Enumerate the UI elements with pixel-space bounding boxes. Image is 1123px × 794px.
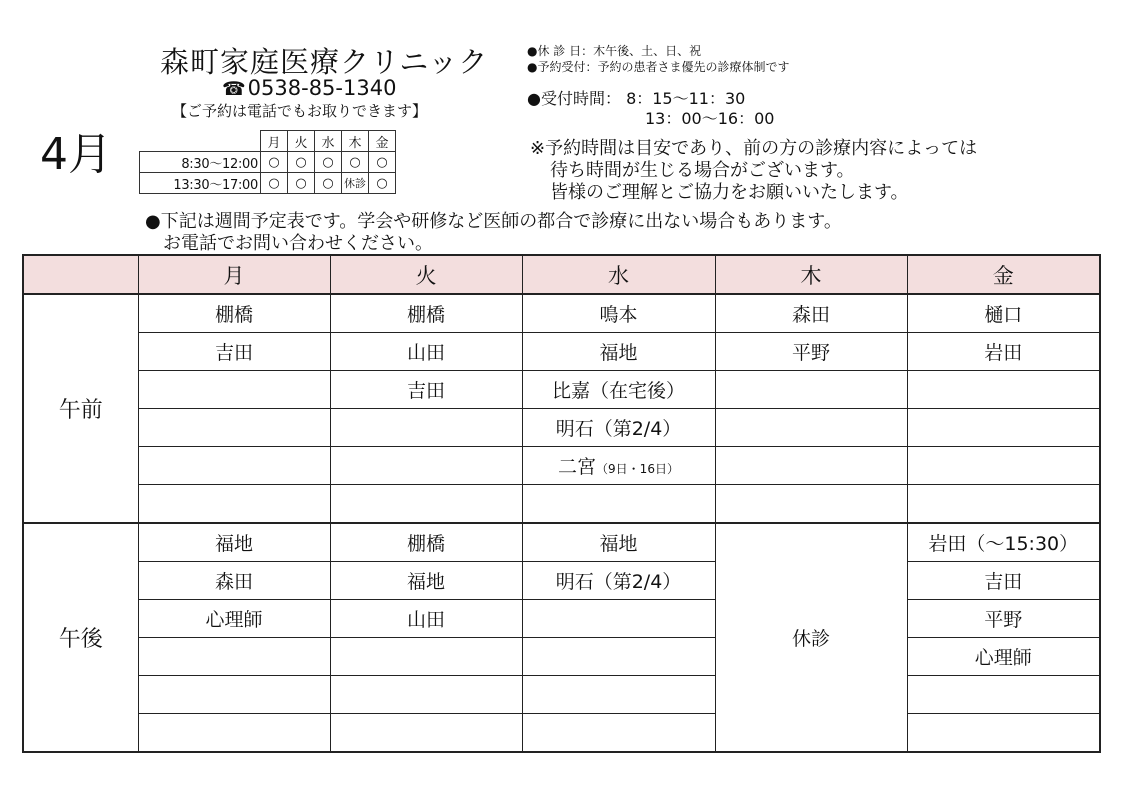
schedule-cell xyxy=(907,409,1100,447)
weekly-note: ●下記は週間予定表です。学会や研修など医師の都合で診療に出ない場合もあります。 xyxy=(145,211,842,232)
schedule-cell: 平野 xyxy=(907,600,1100,638)
schedule-cell: 棚橋 xyxy=(330,294,522,333)
table-row xyxy=(23,371,1100,409)
schedule-cell: 森田 xyxy=(138,562,330,600)
schedule-cell xyxy=(330,638,522,676)
mini-mark: ○ xyxy=(369,152,396,173)
schedule-cell: 平野 xyxy=(715,333,907,371)
table-row xyxy=(23,333,1100,371)
mini-mark: ○ xyxy=(288,173,315,194)
schedule-cell xyxy=(522,600,715,638)
table-row xyxy=(23,676,1100,714)
schedule-cell: 心理師 xyxy=(138,600,330,638)
reservation-note: 【ご予約は電話でもお取りできます】 xyxy=(172,102,428,120)
mini-mark: ○ xyxy=(315,173,342,194)
day-header: 木 xyxy=(715,255,907,294)
notice-line: ※予約時間は目安であり、前の方の診療内容によっては xyxy=(530,138,978,159)
mini-time: 13:30〜17:00 xyxy=(140,173,261,194)
corner-cell xyxy=(140,131,261,152)
schedule-cell: 吉田 xyxy=(138,333,330,371)
table-row xyxy=(23,294,1100,333)
schedule-cell: 吉田 xyxy=(907,562,1100,600)
schedule-cell: 森田 xyxy=(715,294,907,333)
table-row xyxy=(23,523,1100,562)
date-note: （9日・16日） xyxy=(596,462,679,476)
schedule-cell xyxy=(138,371,330,409)
phone-icon: ☎ xyxy=(222,78,246,100)
schedule-cell: 樋口 xyxy=(907,294,1100,333)
schedule-cell: 心理師 xyxy=(907,638,1100,676)
am-label: 午前 xyxy=(23,294,138,523)
schedule-cell: 棚橋 xyxy=(330,523,522,562)
notice-line: 待ち時間が生じる場合がございます。 xyxy=(550,160,855,181)
mini-mark: ○ xyxy=(369,173,396,194)
table-row xyxy=(23,447,1100,485)
schedule-cell: 山田 xyxy=(330,333,522,371)
schedule-cell: 山田 xyxy=(330,600,522,638)
schedule-cell xyxy=(330,485,522,524)
weekly-note: お電話でお問い合わせください。 xyxy=(163,233,433,254)
table-row xyxy=(23,485,1100,524)
mini-day: 月 xyxy=(261,131,288,152)
hours-am: 8：15〜11：30 xyxy=(626,89,746,108)
schedule-cell: 福地 xyxy=(138,523,330,562)
mini-day: 水 xyxy=(315,131,342,152)
schedule-cell xyxy=(138,485,330,524)
day-header: 金 xyxy=(907,255,1100,294)
mini-day: 金 xyxy=(369,131,396,152)
mini-day: 木 xyxy=(342,131,369,152)
schedule-cell xyxy=(522,638,715,676)
hours-summary-table xyxy=(139,130,396,194)
thursday-closed-cell: 休診 xyxy=(715,523,907,752)
doctor-name: 二宮 xyxy=(558,456,597,478)
schedule-cell xyxy=(330,409,522,447)
schedule-cell: 福地 xyxy=(522,333,715,371)
mini-mark: ○ xyxy=(342,152,369,173)
schedule-cell xyxy=(715,447,907,485)
schedule-cell: 岩田 xyxy=(907,333,1100,371)
schedule-cell: 岩田（〜15:30） xyxy=(907,523,1100,562)
mini-mark: ○ xyxy=(315,152,342,173)
schedule-cell xyxy=(138,409,330,447)
reservation-info: ●予約受付：予約の患者さま優先の診療体制です xyxy=(527,60,790,74)
schedule-cell xyxy=(138,714,330,753)
schedule-cell: 福地 xyxy=(522,523,715,562)
schedule-cell: 比嘉（在宅後） xyxy=(522,371,715,409)
schedule-cell: 明石（第2/4） xyxy=(522,409,715,447)
phone-number[interactable] xyxy=(222,76,396,100)
mini-mark: ○ xyxy=(261,173,288,194)
weekly-schedule-table xyxy=(22,254,1101,753)
schedule-cell xyxy=(522,447,715,485)
hours-label: ●受付時間： xyxy=(527,89,621,108)
schedule-cell xyxy=(138,638,330,676)
schedule-cell xyxy=(330,447,522,485)
table-row xyxy=(23,714,1100,753)
schedule-cell xyxy=(907,714,1100,753)
schedule-cell: 福地 xyxy=(330,562,522,600)
schedule-cell xyxy=(907,485,1100,524)
table-row xyxy=(23,409,1100,447)
closed-days-info: ●休 診 日：木午後、土、日、祝 xyxy=(527,44,702,58)
hours-pm: 13：00〜16：00 xyxy=(645,109,775,128)
schedule-cell: 明石（第2/4） xyxy=(522,562,715,600)
day-header: 月 xyxy=(138,255,330,294)
mini-day: 火 xyxy=(288,131,315,152)
day-header: 水 xyxy=(522,255,715,294)
schedule-cell xyxy=(138,447,330,485)
schedule-cell xyxy=(907,676,1100,714)
schedule-cell: 吉田 xyxy=(330,371,522,409)
mini-mark: ○ xyxy=(261,152,288,173)
schedule-cell xyxy=(522,714,715,753)
phone-text: 0538-85-1340 xyxy=(247,76,397,100)
clinic-name: 森町家庭医療クリニック xyxy=(160,45,489,79)
schedule-cell xyxy=(330,676,522,714)
schedule-cell xyxy=(522,485,715,524)
mini-mark: 休診 xyxy=(342,173,369,194)
schedule-header-row xyxy=(23,255,1100,294)
schedule-cell xyxy=(715,371,907,409)
month-title: 4月 xyxy=(40,129,112,180)
schedule-cell xyxy=(907,371,1100,409)
schedule-cell xyxy=(522,676,715,714)
table-row xyxy=(23,600,1100,638)
pm-label: 午後 xyxy=(23,523,138,752)
schedule-cell xyxy=(907,447,1100,485)
schedule-cell: 鳴本 xyxy=(522,294,715,333)
schedule-cell xyxy=(715,409,907,447)
day-header: 火 xyxy=(330,255,522,294)
schedule-cell xyxy=(330,714,522,753)
schedule-cell xyxy=(138,676,330,714)
schedule-cell: 棚橋 xyxy=(138,294,330,333)
table-row xyxy=(23,562,1100,600)
notice-line: 皆様のご理解とご協力をお願いいたします。 xyxy=(550,182,909,203)
header-corner xyxy=(23,255,138,294)
mini-mark: ○ xyxy=(288,152,315,173)
schedule-cell xyxy=(715,485,907,524)
mini-time: 8:30〜12:00 xyxy=(140,152,261,173)
table-row xyxy=(23,638,1100,676)
